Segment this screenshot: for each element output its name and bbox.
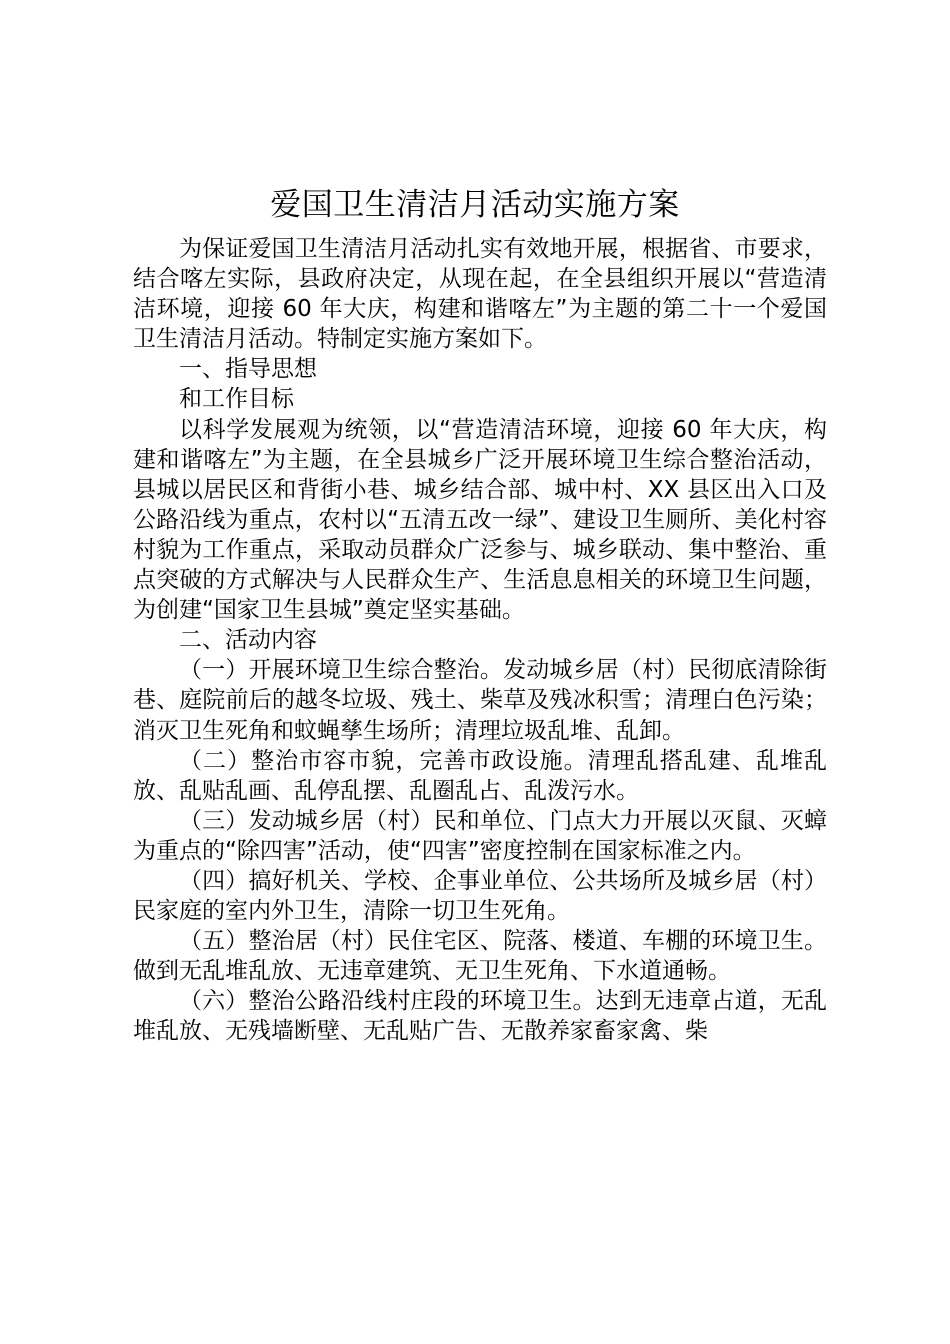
activity-item-1: （一）开展环境卫生综合整治。发动城乡居（村）民彻底清除街巷、庭院前后的越冬垃圾、残土、柴草及残冰积雪；清理白色污染；消灭卫生死角和蚊蝇孳生场所；清理垃圾乱堆、乱卸。 bbox=[133, 657, 827, 744]
document-body bbox=[133, 234, 827, 1047]
section-heading-guiding-thought: 一、指导思想 bbox=[179, 356, 317, 383]
guiding-thought-paragraph: 以科学发展观为统领，以“营造清洁环境，迎接 60 年大庆，构建和谐喀左”为主题，在全县城乡广泛开展环境卫生综合整治活动，县城以居民区和背街小巷、城乡结合部、城中村、XX 县区出入口及公路沿线为重点，农村以“五清五改一绿”、建设卫生厕所、美化村容村貌为工作重点，采取动员群众广泛参与、城乡联动、集中整治、重点突破的方式解决与人民群众生产、生活息息相关的环境卫生问题，为创建“国家卫生县城”奠定坚实基础。 bbox=[133, 416, 827, 624]
document-title: 爱国卫生清洁月活动实施方案 bbox=[270, 187, 680, 223]
activity-item-3: （三）发动城乡居（村）民和单位、门点大力开展以灭鼠、灭蟑为重点的“除四害”活动，使“四害”密度控制在国家标准之内。 bbox=[133, 807, 827, 864]
activity-item-6: （六）整治公路沿线村庄段的环境卫生。达到无违章占道，无乱堆乱放、无残墙断壁、无乱贴广告、无散养家畜家禽、柴 bbox=[133, 988, 827, 1045]
intro-paragraph: 为保证爱国卫生清洁月活动扎实有效地开展，根据省、市要求，结合喀左实际，县政府决定，从现在起，在全县组织开展以“营造清洁环境，迎接 60 年大庆，构建和谐喀左”为主题的第二十一个爱国卫生清洁月活动。特制定实施方案如下。 bbox=[133, 236, 827, 353]
section-heading-work-goals: 和工作目标 bbox=[179, 386, 294, 413]
activity-item-2: （二）整治市容市貌，完善市政设施。清理乱搭乱建、乱堆乱放、乱贴乱画、乱停乱摆、乱圈乱占、乱泼污水。 bbox=[133, 747, 827, 804]
activity-item-5: （五）整治居（村）民住宅区、院落、楼道、车棚的环境卫生。做到无乱堆乱放、无违章建筑、无卫生死角、下水道通畅。 bbox=[133, 928, 827, 985]
section-heading-activity-content: 二、活动内容 bbox=[179, 627, 317, 654]
activity-item-4: （四）搞好机关、学校、企事业单位、公共场所及城乡居（村）民家庭的室内外卫生，清除一切卫生死角。 bbox=[133, 867, 827, 925]
